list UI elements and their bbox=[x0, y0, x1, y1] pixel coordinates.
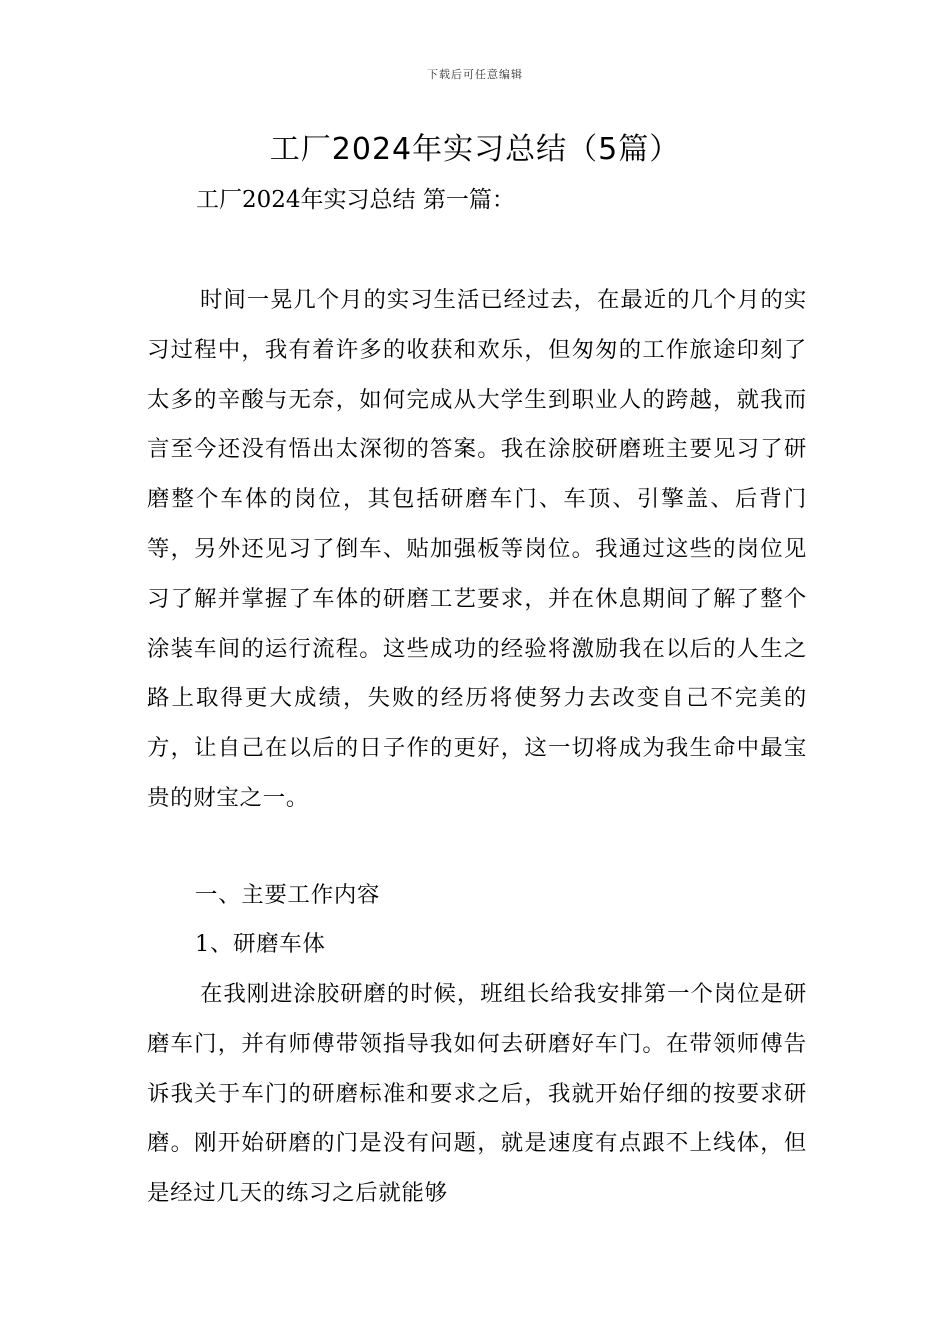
header-note: 下载后可任意编辑 bbox=[427, 68, 523, 81]
document-title: 工厂2024年实习总结（5篇） bbox=[269, 132, 681, 167]
intro-paragraph: 时间一晃几个月的实习生活已经过去，在最近的几个月的实习过程中，我有着许多的收获和欢乐，但匆匆的工作旅途印刻了太多的辛酸与无奈，如何完成从大学生到职业人的跨越，就我而言至今还没有悟出太深彻的答案。我在涂胶研磨班主要见习了研磨整个车体的岗位，其包括研磨车门、车顶、引擎盖、后背门等，另外还见习了倒车、贴加强板等岗位。我通过这些的岗位见习了解并掌握了车体的研磨工艺要求，并在休息期间了解了整个涂装车间的运行流程。这些成功的经验将激励我在以后的人生之路上取得更大成绩，失败的经历将使努力去改变自己不完美的方，让自己在以后的日子作的更好，这一切将成为我生命中最宝贵的财宝之一。 bbox=[147, 287, 807, 811]
document-subtitle: 工厂2024年实习总结 第一篇： bbox=[196, 187, 515, 213]
section-subheading: 1、研磨车体 bbox=[195, 931, 326, 957]
section-heading: 一、主要工作内容 bbox=[195, 882, 381, 908]
section-body-paragraph: 在我刚进涂胶研磨的时候，班组长给我安排第一个岗位是研磨车门，并有师傅带领指导我如何去研磨好车门。在带领师傅告诉我关于车门的研磨标准和要求之后，我就开始仔细的按要求研磨。刚开始研磨的门是没有问题，就是速度有点跟不上线体，但是经过几天的练习之后就能够 bbox=[147, 981, 807, 1207]
